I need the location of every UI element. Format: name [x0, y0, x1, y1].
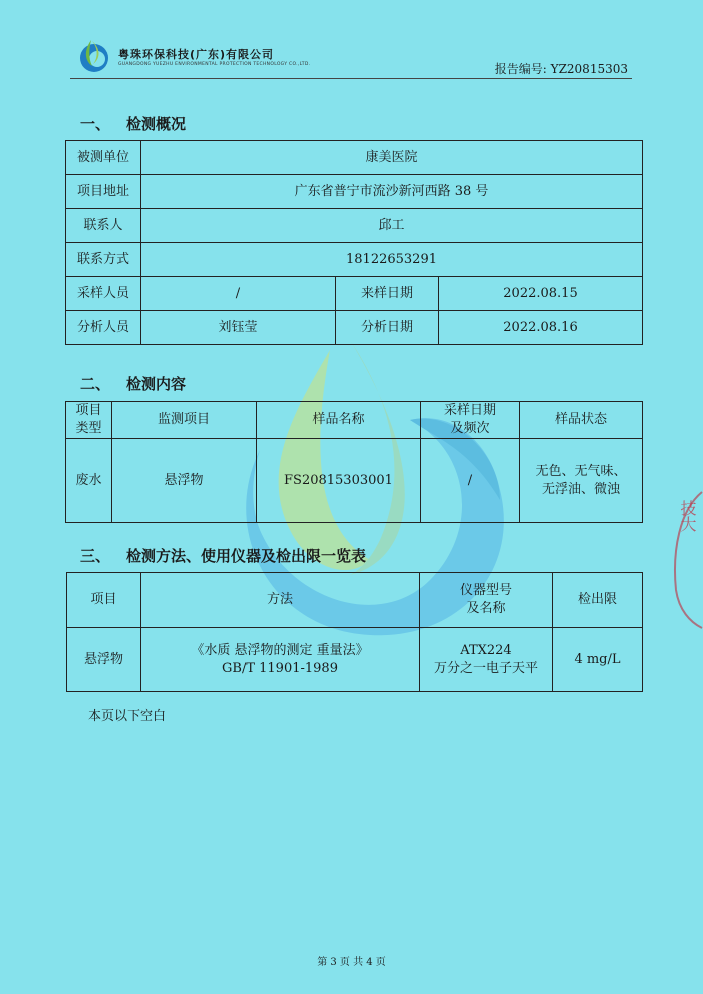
row-instrument: ATX224 万分之一电子天平 [420, 628, 553, 692]
analyst-value: 刘钰莹 [141, 311, 336, 345]
table-row [66, 277, 643, 311]
header-divider [70, 78, 632, 79]
section-3-heading [80, 545, 366, 566]
analysis-date-label: 分析日期 [336, 311, 439, 345]
header-method: 方法 [141, 573, 420, 628]
page-header [70, 38, 630, 78]
phone-label: 联系方式 [66, 243, 141, 277]
company-name: 粤珠环保科技(广东)有限公司 [118, 48, 275, 61]
header-sample-name: 样品名称 [257, 402, 421, 439]
header-instrument: 仪器型号 及名称 [420, 573, 553, 628]
section-3-title: 检测方法、使用仪器及检出限一览表 [126, 547, 367, 565]
address-value: 广东省普宁市流沙新河西路 38 号 [141, 175, 643, 209]
seal-text: 技大 [678, 500, 697, 532]
section-3-number: 三、 [80, 547, 111, 565]
section-2-number: 二、 [80, 375, 111, 393]
company-logo-icon [76, 38, 112, 74]
table-row [66, 175, 643, 209]
page-number: 第 3 页 共 4 页 [317, 957, 386, 968]
analysis-date-value: 2022.08.16 [439, 311, 643, 345]
table-header-row [66, 402, 643, 439]
table-row [66, 439, 643, 523]
contact-label: 联系人 [66, 209, 141, 243]
overview-table [65, 140, 643, 345]
header-sample-state: 样品状态 [520, 402, 643, 439]
company-name-english: GUANGDONG YUEZHU ENVIRONMENTAL PROTECTION TECHNOLOGY CO.,LTD. [118, 62, 311, 67]
table-row [67, 628, 643, 692]
row-sample-name: FS20815303001 [257, 439, 421, 523]
sampler-value: / [141, 277, 336, 311]
analyst-label: 分析人员 [66, 311, 141, 345]
header-detection-limit: 检出限 [553, 573, 643, 628]
row-item: 悬浮物 [112, 439, 257, 523]
row-sampling-date: / [421, 439, 520, 523]
table-row [66, 243, 643, 277]
header-item: 项目 [67, 573, 141, 628]
header-type: 项目 类型 [66, 402, 112, 439]
unit-label: 被测单位 [66, 141, 141, 175]
row-detection-limit: 4 mg/L [553, 628, 643, 692]
table-row [66, 311, 643, 345]
method-table [66, 572, 643, 692]
sample-date-value: 2022.08.15 [439, 277, 643, 311]
row-method: 《水质 悬浮物的测定 重量法》 GB/T 11901-1989 [141, 628, 420, 692]
row-item: 悬浮物 [67, 628, 141, 692]
section-1-title: 检测概况 [126, 115, 187, 133]
table-row [66, 141, 643, 175]
section-2-heading [80, 373, 186, 394]
test-content-table [65, 401, 643, 523]
sampler-label: 采样人员 [66, 277, 141, 311]
seal-stamp [666, 490, 703, 630]
row-type: 废水 [66, 439, 112, 523]
table-header-row [67, 573, 643, 628]
row-sample-state: 无色、无气味、 无浮油、微浊 [520, 439, 643, 523]
header-sampling-date: 采样日期 及频次 [421, 402, 520, 439]
header-item: 监测项目 [112, 402, 257, 439]
section-2-title: 检测内容 [126, 375, 187, 393]
section-1-heading [80, 113, 186, 134]
contact-value: 邱工 [141, 209, 643, 243]
report-number: 报告编号: YZ20815303 [494, 62, 628, 76]
phone-value: 18122653291 [141, 243, 643, 277]
unit-value: 康美医院 [141, 141, 643, 175]
table-row [66, 209, 643, 243]
section-1-number: 一、 [80, 115, 111, 133]
blank-below-note: 本页以下空白 [88, 709, 167, 724]
sample-date-label: 来样日期 [336, 277, 439, 311]
address-label: 项目地址 [66, 175, 141, 209]
